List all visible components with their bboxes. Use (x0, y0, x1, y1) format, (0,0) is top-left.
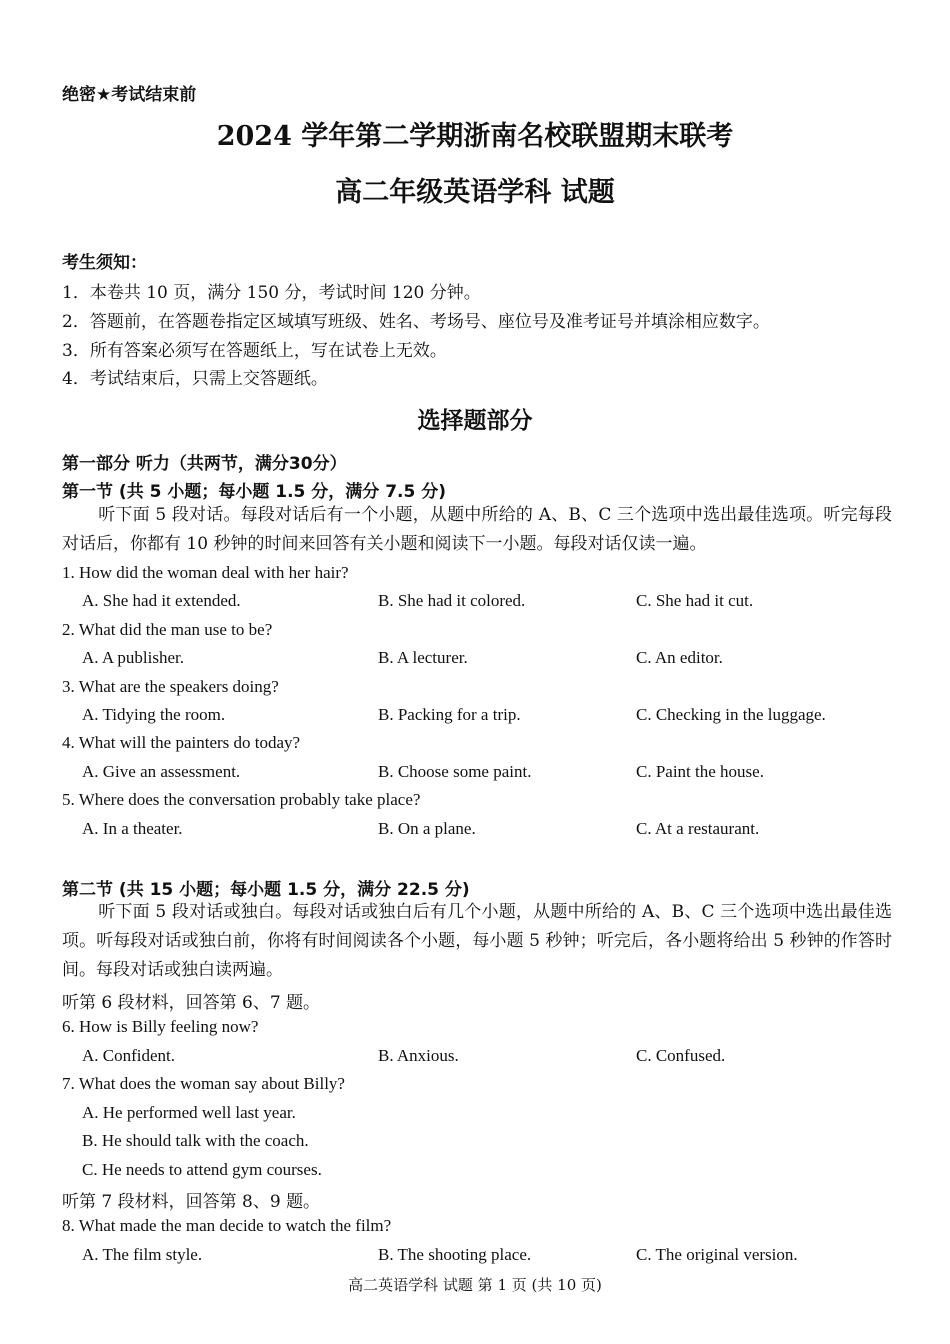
material-note: 听第 6 段材料，回答第 6、7 题。 (62, 993, 321, 1013)
option-c: C. He needs to attend gym courses. (82, 1160, 322, 1179)
exam-title: 2024 学年第二学期浙南名校联盟期末联考 (216, 121, 734, 152)
option-c: C. An editor. (636, 648, 723, 667)
option-a: A. The film style. (82, 1245, 203, 1264)
option-b: B. Choose some paint. (378, 762, 532, 781)
option-c: C. Confused. (636, 1046, 726, 1065)
question-stem: 4. What will the painters do today? (62, 733, 301, 752)
option-a: A. She had it extended. (82, 591, 241, 610)
option-b: B. Anxious. (378, 1046, 459, 1065)
option-c: C. At a restaurant. (636, 819, 760, 838)
section-title: 选择题部分 (417, 407, 533, 434)
notice-item: 2．答题前，在答题卷指定区域填写班级、姓名、考场号、座位号及准考证号并填涂相应数字。 (62, 312, 770, 332)
option-b: B. He should talk with the coach. (82, 1131, 309, 1150)
page-footer: 高二英语学科 试题 第 1 页 (共 10 页) (348, 1276, 602, 1294)
notice-heading: 考生须知： (62, 253, 147, 273)
option-b: B. On a plane. (378, 819, 476, 838)
exam-subtitle: 高二年级英语学科 试题 (335, 177, 615, 208)
notice-item: 3．所有答案必须写在答题纸上，写在试卷上无效。 (62, 341, 447, 361)
question-stem: 7. What does the woman say about Billy? (62, 1074, 345, 1093)
option-b: B. She had it colored. (378, 591, 526, 610)
option-a: A. Tidying the room. (82, 705, 226, 724)
option-a: A. He performed well last year. (82, 1103, 296, 1122)
option-a: A. Give an assessment. (82, 762, 241, 781)
material-note: 听第 7 段材料，回答第 8、9 题。 (62, 1192, 321, 1212)
option-c: C. She had it cut. (636, 591, 754, 610)
question-stem: 5. Where does the conversation probably take place? (62, 790, 421, 809)
option-c: C. Paint the house. (636, 762, 764, 781)
instructions-text: 听下面 5 段对话。每段对话后有一个小题，从题中所给的 A、B、C 三个选项中选出最佳选项。听完每段对话后，你都有 10 秒钟的时间来回答有关小题和阅读下一小题。每段对话仅读一遍。 (62, 505, 892, 554)
option-b: B. A lecturer. (378, 648, 468, 667)
question-stem: 8. What made the man decide to watch the film? (62, 1216, 392, 1235)
notice-item: 1．本卷共 10 页，满分 150 分，考试时间 120 分钟。 (62, 283, 481, 303)
option-a: A. In a theater. (82, 819, 183, 838)
notice-item: 4．考试结束后，只需上交答题纸。 (62, 369, 328, 389)
question-stem: 6. How is Billy feeling now? (62, 1017, 259, 1036)
option-a: A. Confident. (82, 1046, 176, 1065)
option-a: A. A publisher. (82, 648, 185, 667)
option-c: C. The original version. (636, 1245, 798, 1264)
section1-instructions (62, 501, 892, 559)
confidential-label: 绝密★考试结束前 (62, 85, 197, 105)
question-stem: 2. What did the man use to be? (62, 620, 273, 639)
option-b: B. The shooting place. (378, 1245, 532, 1264)
part1-heading: 第一部分 听力（共两节，满分30分） (62, 454, 347, 474)
section2-heading: 第二节 (共 15 小题；每小题 1.5 分，满分 22.5 分) (62, 880, 470, 900)
section2-instructions (62, 898, 892, 985)
option-b: B. Packing for a trip. (378, 705, 521, 724)
instructions-text: 听下面 5 段对话或独白。每段对话或独白后有几个小题，从题中所给的 A、B、C 三个选项中选出最佳选项。听每段对话或独白前，你将有时间阅读各个小题，每小题 5 秒钟；听完后，各小题将给出 5 秒钟的作答时间。每段对话或独白读两遍。 (62, 902, 892, 980)
option-c: C. Checking in the luggage. (636, 705, 826, 724)
question-stem: 1. How did the woman deal with her hair? (62, 563, 349, 582)
section1-heading: 第一节 (共 5 小题；每小题 1.5 分，满分 7.5 分) (62, 482, 447, 502)
question-stem: 3. What are the speakers doing? (62, 677, 279, 696)
